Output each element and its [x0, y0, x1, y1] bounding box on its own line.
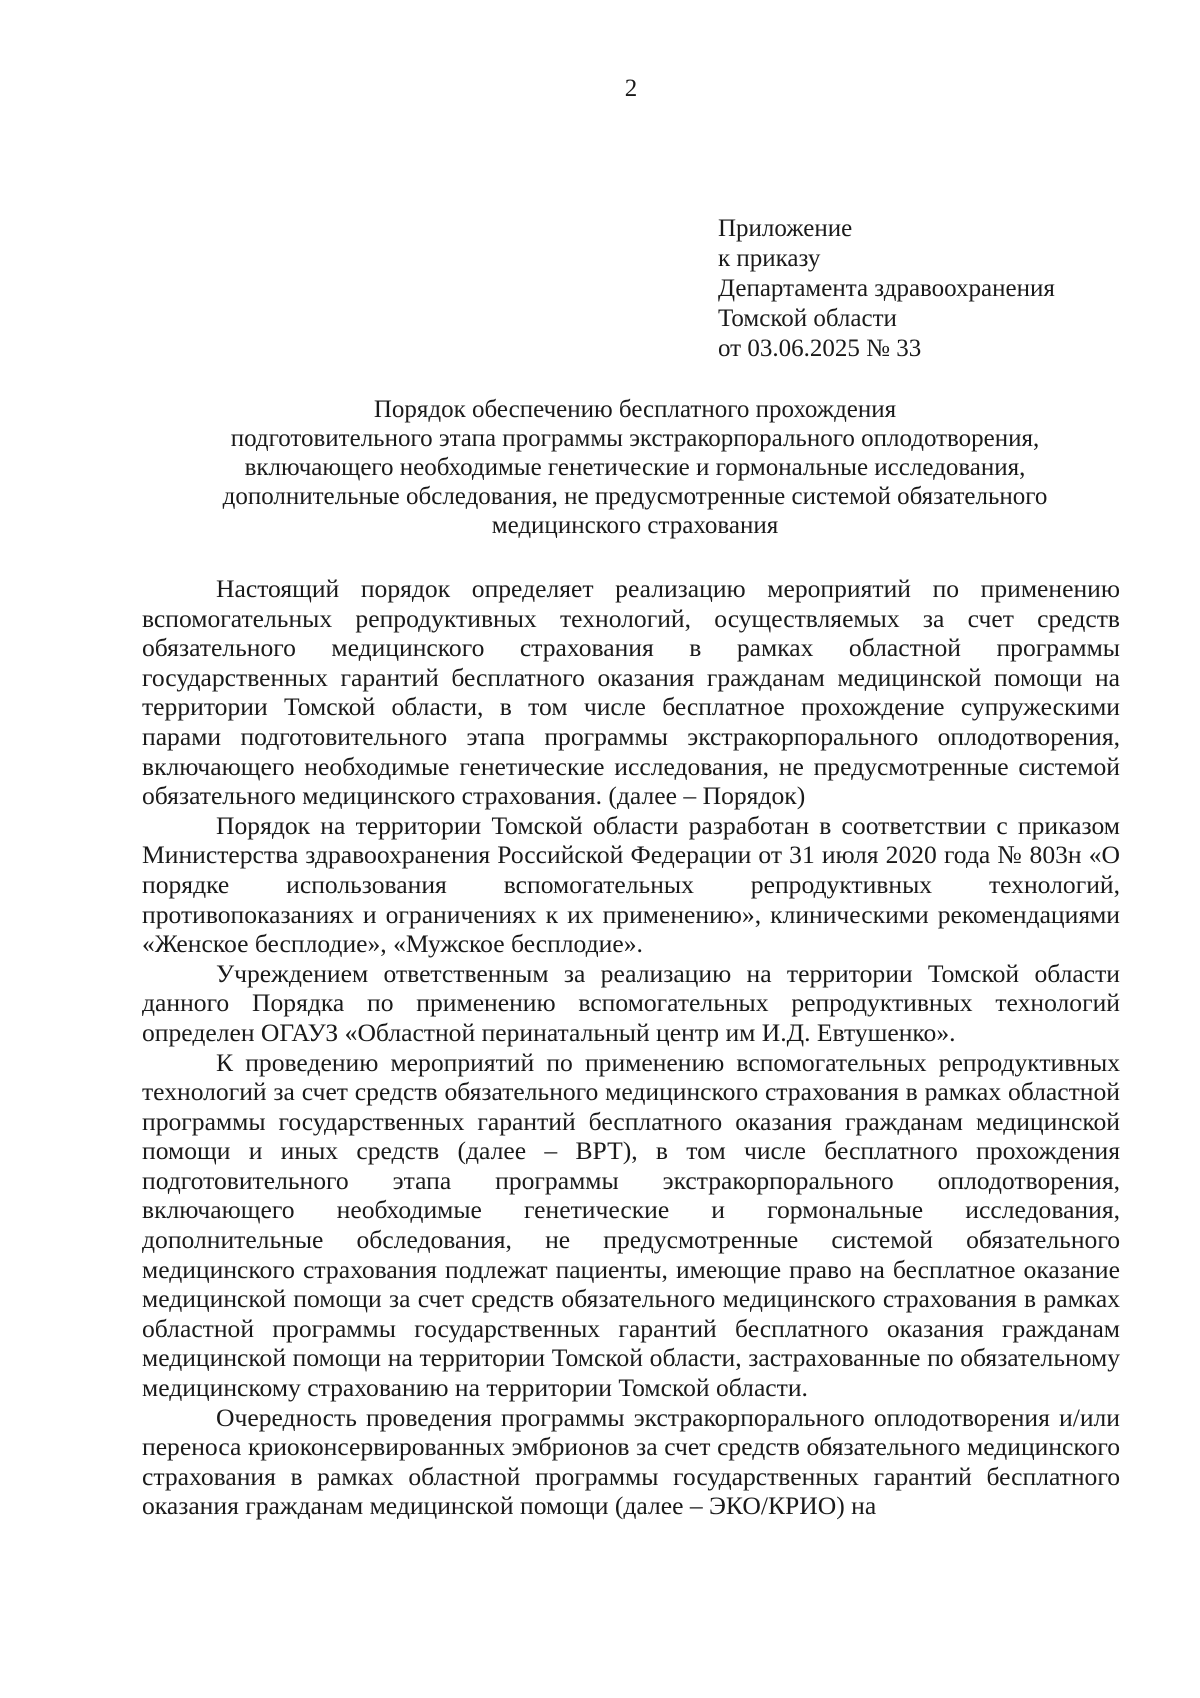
body-paragraph: Настоящий порядок определяет реализацию мероприятий по применению вспомогательных репродуктивных технологий, осуществляемых за счет средств обязательного медицинского страхования в рамках областной программы государственных гарантий бесплатного оказания гражданам медицинской помощи на территории Томской области, в том числе бесплатное прохождение супружескими парами подготовительного этапа программы экстракорпорального оплодотворения, включающего необходимые генетические исследования, не предусмотренные системой обязательного медицинского страхования. (далее – Порядок) [142, 574, 1120, 811]
title-line: Порядок обеспечению бесплатного прохождения [373, 396, 897, 423]
page-number: 2 [624, 75, 638, 102]
body-paragraph: Порядок на территории Томской области разработан в соответствии с приказом Министерства здравоохранения Российской Федерации от 31 июля 2020 года № 803н «О порядке использования вспомогательных репродуктивных технологий, противопоказаниях и ограничениях к их применению», клиническими рекомендациями «Женское бесплодие», «Мужское бесплодие». [142, 810, 1120, 959]
body-paragraph: К проведению мероприятий по применению вспомогательных репродуктивных технологий за счет средств обязательного медицинского страхования в рамках областной программы государственных гарантий бесплатного оказания гражданам медицинской помощи и иных средств (далее – ВРТ), в том числе бесплатного прохождения подготовительного этапа программы экстракорпорального оплодотворения, включающего необходимые генетические и гормональные исследования, дополнительные обследования, не предусмотренные системой обязательного медицинского страхования подлежат пациенты, имеющие право на бесплатное оказание медицинской помощи за счет средств обязательного медицинского страхования в рамках областной программы государственных гарантий бесплатного оказания гражданам медицинской помощи на территории Томской области, застрахованные по обязательному медицинскому страхованию на территории Томской области. [142, 1047, 1120, 1403]
appendix-line: Томской области [718, 305, 897, 332]
body-paragraph: Очередность проведения программы экстракорпорального оплодотворения и/или переноса криоконсервированных эмбрионов за счет средств обязательного медицинского страхования в рамках областной программы государственных гарантий бесплатного оказания гражданам медицинской помощи (далее – ЭКО/КРИО) на [142, 1402, 1120, 1521]
title-line: дополнительные обследования, не предусмотренные системой обязательного [222, 483, 1048, 510]
appendix-line: к приказу [718, 245, 821, 272]
document-title [160, 395, 1110, 540]
title-line: медицинского страхования [491, 512, 779, 539]
document-body [142, 574, 1120, 1521]
appendix-line: Департамента здравоохранения [718, 275, 1055, 302]
title-line: включающего необходимые генетические и гормональные исследования, [244, 454, 1026, 481]
appendix-line: Приложение [718, 215, 853, 242]
body-paragraph: Учреждением ответственным за реализацию на территории Томской области данного Порядка по применению вспомогательных репродуктивных технологий определен ОГАУЗ «Областной перинатальный центр им И.Д. Евтушенко». [142, 958, 1120, 1047]
appendix-line: от 03.06.2025 № 33 [718, 335, 922, 362]
title-line: подготовительного этапа программы экстракорпорального оплодотворения, [230, 425, 1040, 452]
appendix-block [718, 214, 1138, 364]
